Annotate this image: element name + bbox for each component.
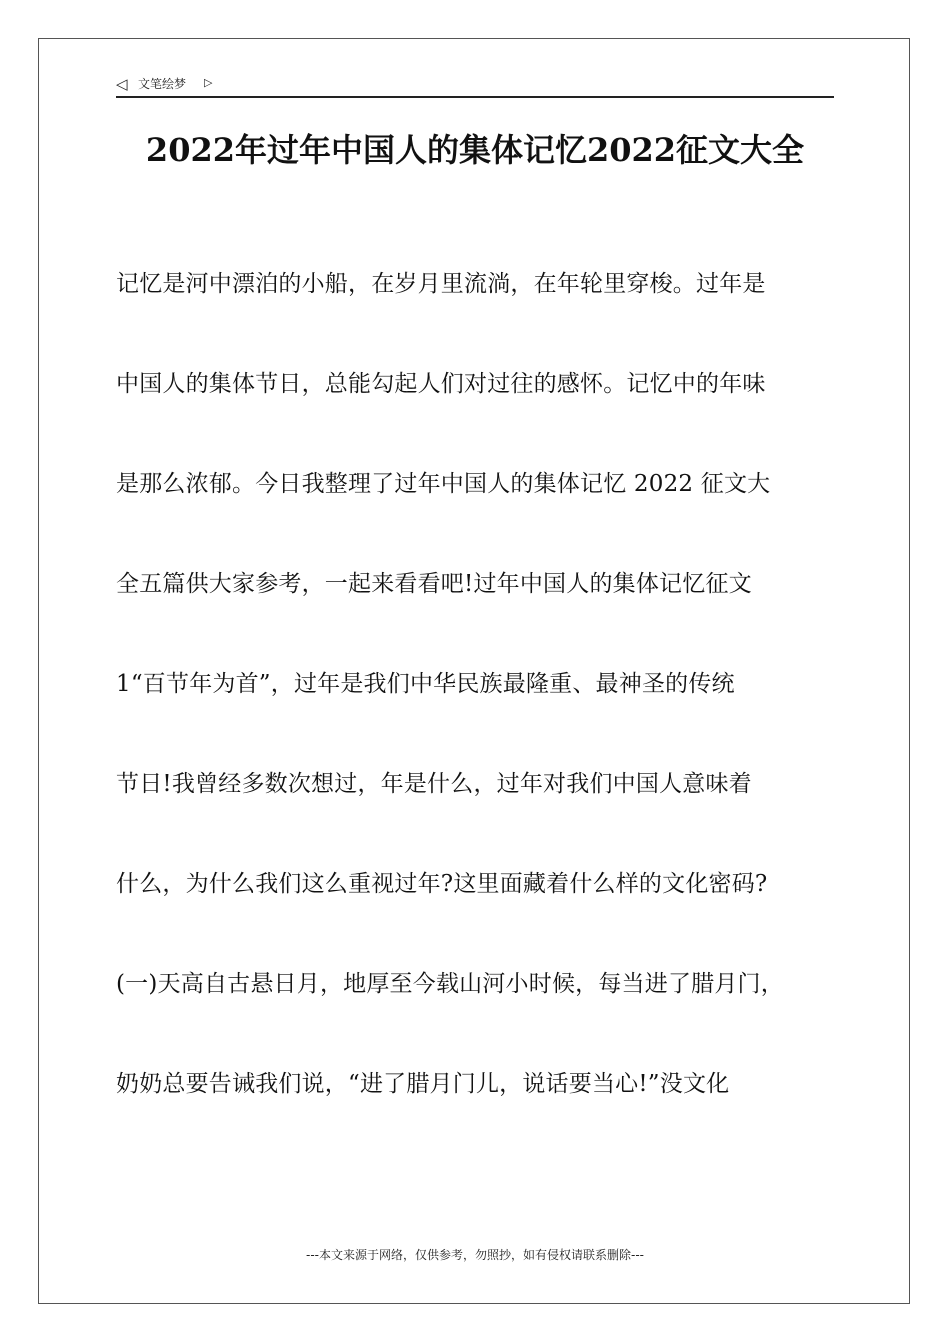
- header-label: 文笔绘梦: [138, 77, 187, 91]
- body-line-1: 记忆是河中漂泊的小船，在岁月里流淌，在年轮里穿梭。过年是: [116, 271, 766, 297]
- body-line-8: (一)天高自古悬日月，地厚至今载山河小时候，每当进了腊月门，: [116, 971, 784, 997]
- body-line-7: 什么，为什么我们这么重视过年?这里面藏着什么样的文化密码?: [116, 871, 768, 897]
- body-line-3: 是那么浓郁。今日我整理了过年中国人的集体记忆 2022 征文大: [116, 471, 771, 497]
- body-line-5: 1“百节年为首”，过年是我们中华民族最隆重、最神圣的传统: [116, 671, 735, 697]
- triangle-left-outline-icon: ◁: [116, 75, 128, 93]
- document-title: 2022年过年中国人的集体记忆2022征文大全: [145, 131, 805, 169]
- body-line-2: 中国人的集体节日，总能勾起人们对过往的感怀。记忆中的年味: [116, 371, 766, 397]
- document-body: [116, 264, 836, 1164]
- triangle-right-outline-icon: ▷: [204, 76, 213, 89]
- body-line-9: 奶奶总要告诫我们说，“进了腊月门儿，说话要当心!”没文化: [116, 1071, 730, 1097]
- body-line-4: 全五篇供大家参考，一起来看看吧!过年中国人的集体记忆征文: [116, 571, 752, 597]
- document-header: [116, 74, 834, 98]
- body-line-6: 节日!我曾经多数次想过，年是什么，过年对我们中国人意味着: [116, 771, 752, 797]
- footer-disclaimer: ---本文来源于网络，仅供参考，勿照抄，如有侵权请联系删除---: [306, 1248, 644, 1262]
